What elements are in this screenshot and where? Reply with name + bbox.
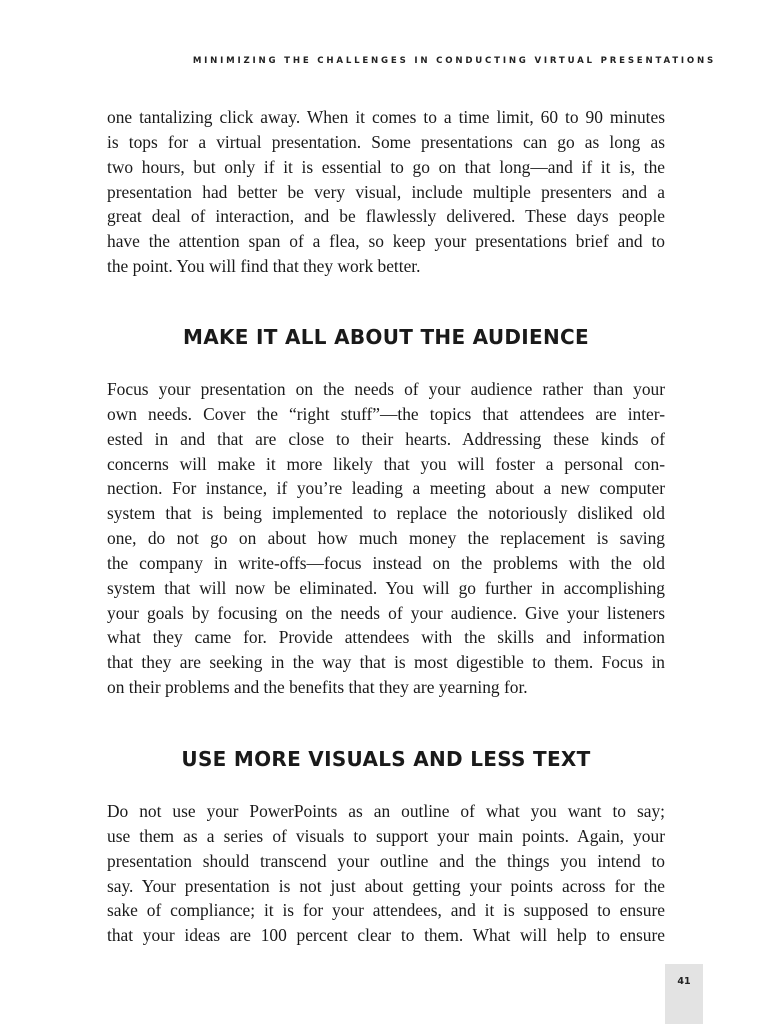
text-line: presentation should transcend your outline and the things you intend to (107, 850, 665, 871)
running-head: MINIMIZING THE CHALLENGES IN CONDUCTING VIRTUAL PRESENTATIONS (192, 56, 716, 66)
page-number: 41 (677, 976, 691, 987)
text-line: what they came for. Provide attendees with the skills and information (107, 627, 665, 648)
paragraph-audience (107, 377, 665, 700)
text-line: one tantalizing click away. When it comes to a time limit, 60 to 90 minutes (107, 107, 665, 127)
text-line: own needs. Cover the “right stuff”—the topics that attendees are inter- (107, 403, 665, 424)
text-line: Do not use your PowerPoints as an outline of what you want to say; (107, 801, 665, 821)
text-line: great deal of interaction, and be flawlessly delivered. These days people (107, 206, 665, 227)
paragraph-visuals (107, 799, 665, 948)
text-line: sake of compliance; it is for your attendees, and it is supposed to ensure (107, 900, 665, 921)
text-line: presentation had better be very visual, include multiple presenters and a (107, 181, 665, 202)
text-line: use them as a series of visuals to support your main points. Again, your (107, 825, 665, 846)
text-line: nection. For instance, if you’re leading a meeting about a new computer (107, 478, 665, 499)
text-line: one, do not go on about how much money the replacement is saving (107, 528, 665, 549)
section-heading-visuals: USE MORE VISUALS AND LESS TEXT (181, 747, 591, 771)
text-line: the point. You will find that they work better. (107, 256, 421, 277)
text-line: say. Your presentation is not just about getting your points across for the (107, 875, 665, 896)
paragraph-time-limit (107, 105, 665, 279)
text-line: ested in and that are close to their hearts. Addressing these kinds of (107, 428, 665, 449)
text-line: system that will now be eliminated. You will go further in accomplishing (107, 577, 665, 598)
text-line: on their problems and the benefits that they are yearning for. (107, 677, 528, 698)
text-line: your goals by focusing on the needs of your audience. Give your listeners (107, 602, 665, 623)
text-line: concerns will make it more likely that you will foster a personal con- (107, 453, 665, 474)
text-line: have the attention span of a flea, so keep your presentations brief and to (107, 231, 665, 252)
text-line: is tops for a virtual presentation. Some presentations can go as long as (107, 131, 665, 152)
text-line: Focus your presentation on the needs of your audience rather than your (107, 379, 665, 399)
page-number-tab (665, 964, 703, 1024)
text-line: the company in write-offs—focus instead on the problems with the old (107, 552, 665, 573)
section-heading-audience: MAKE IT ALL ABOUT THE AUDIENCE (183, 325, 589, 349)
text-line: that your ideas are 100 percent clear to them. What will help to ensure (107, 925, 665, 946)
text-line: two hours, but only if it is essential to go on that long—and if it is, the (107, 156, 665, 177)
text-line: that they are seeking in the way that is most digestible to them. Focus in (107, 652, 665, 673)
text-line: system that is being implemented to replace the notoriously disliked old (107, 503, 665, 524)
